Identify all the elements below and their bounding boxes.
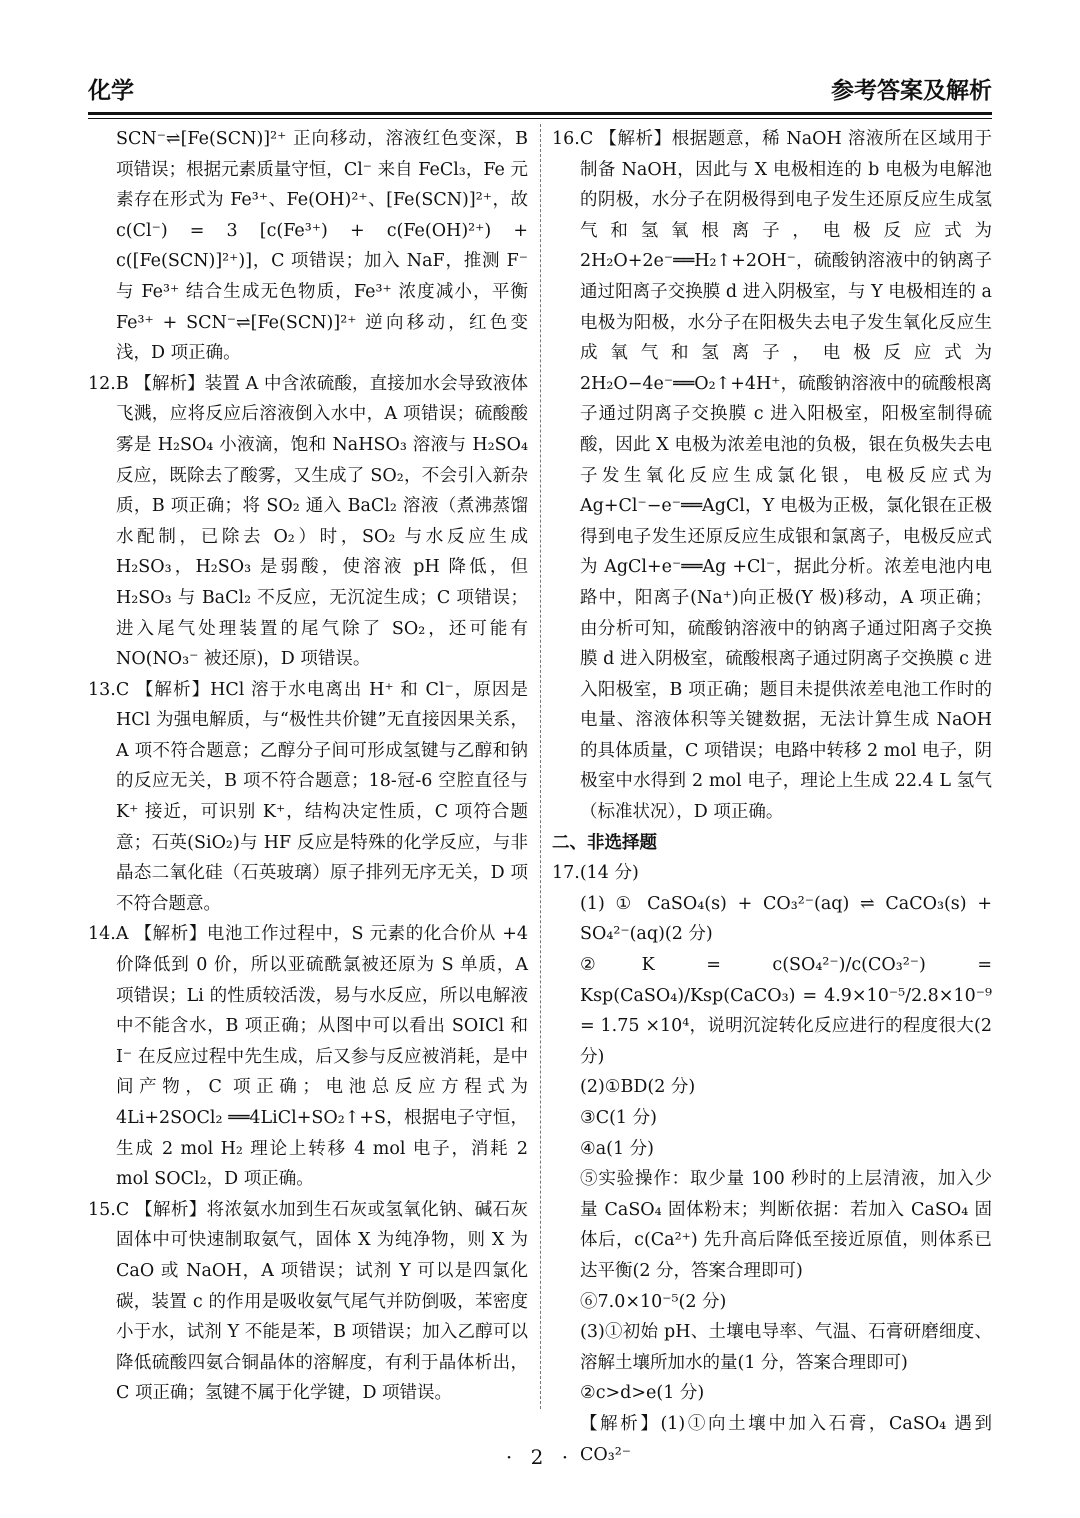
answer-17-2-6: ⑥7.0×10⁻⁵(2 分)	[580, 1291, 727, 1312]
section-heading: 二、非选择题	[552, 832, 657, 853]
doc-title: 参考答案及解析	[831, 77, 992, 104]
header-rule-thin	[88, 118, 992, 119]
answer-12: 12.B 【解析】装置 A 中含浓硫酸，直接加水会导致液体飞溅，应将反应后溶液倒入水中，A 项错误；硫酸酸雾是 H₂SO₄ 小液滴，饱和 NaHSO₃ 溶液与 H₂SO₄ 反应，既除去了酸雾，又生成了 SO₂，不会引入新杂质，B 项正确；将 SO₂ 通入 BaCl₂ 溶液（煮沸蒸馏水配制，已除去 O₂）时，SO₂ 与水反应生成 H₂SO₃，H₂SO₃ 是弱酸，使溶液 pH 降低，但 H₂SO₃ 与 BaCl₂ 不反应，无沉淀生成；C 项错误；进入尾气处理装置的尾气除了 SO₂，还可能有 NO(NO₃⁻ 被还原)，D 项错误。	[88, 373, 528, 670]
left-column	[88, 124, 528, 1409]
page-number: · 2 ·	[505, 1445, 575, 1469]
answer-17-1-1: (1) ① CaSO₄(s) + CO₃²⁻(aq) ⇌ CaCO₃(s) + SO₄²⁻(aq)(2 分)	[580, 893, 992, 945]
subject-title: 化学	[88, 77, 134, 104]
column-divider	[540, 124, 541, 1409]
question-17-heading: 17.(14 分)	[552, 863, 639, 884]
answer-14: 14.A 【解析】电池工作过程中，S 元素的化合价从 +4 价降低到 0 价，所以亚硫酰氯被还原为 S 单质，A 项错误；Li 的性质较活泼，易与水反应，所以电解液中不能含水，B 项正确；从图中可以看出 SOICl 和 I⁻ 在反应过程中先生成，后又参与反应被消耗，是中间产物，C 项正确；电池总反应方程式为 4Li+2SOCl₂ ══4LiCl+SO₂↑+S，根据电子守恒，生成 2 mol H₂ 理论上转移 4 mol 电子，消耗 2 mol SOCl₂，D 项正确。	[88, 924, 528, 1190]
answer-13: 13.C 【解析】HCl 溶于水电离出 H⁺ 和 Cl⁻，原因是 HCl 为强电解质，与“极性共价键”无直接因果关系，A 项不符合题意；乙醇分子间可形成氢键与乙醇和钠的反应无关，B 项不符合题意；18-冠-6 空腔直径与 K⁺ 接近，可识别 K⁺，结构决定性质，C 项符合题意；石英(SiO₂)与 HF 反应是特殊的化学反应，与非晶态二氧化硅（石英玻璃）原子排列无序无关，D 项不符合题意。	[88, 679, 528, 914]
analysis-17-start: 【解析】(1)①向土壤中加入石膏，CaSO₄ 遇到 CO₃²⁻	[580, 1413, 992, 1465]
answer-17-2-4: ④a(1 分)	[580, 1138, 654, 1159]
page-header	[88, 72, 992, 112]
answer-17-2-1: (2)①BD(2 分)	[580, 1077, 696, 1098]
answer-11-continued: SCN⁻⇌[Fe(SCN)]²⁺ 正向移动，溶液红色变深，B 项错误；根据元素质量守恒，Cl⁻ 来自 FeCl₃，Fe 元素存在形式为 Fe³⁺、Fe(OH)²⁺、[Fe(SCN)]²⁺，故 c(Cl⁻) = 3 [c(Fe³⁺) + c(Fe(OH)²⁺) + c([Fe(SCN)]²⁺)]，C 项错误；加入 NaF，推测 F⁻ 与 Fe³⁺ 结合生成无色物质，Fe³⁺ 浓度减小，平衡 Fe³⁺ + SCN⁻⇌[Fe(SCN)]²⁺ 逆向移动，红色变浅，D 项正确。	[116, 129, 528, 364]
answer-17-1-2: ②K = c(SO₄²⁻)/c(CO₃²⁻) = Ksp(CaSO₄)/Ksp(CaCO₃) = 4.9×10⁻⁵/2.8×10⁻⁹ = 1.75 ×10⁴，说明沉淀转化反应进行的程度很大(2 分)	[580, 955, 992, 1067]
answer-15: 15.C 【解析】将浓氨水加到生石灰或氢氧化钠、碱石灰固体中可快速制取氨气，固体 X 为纯净物，则 X 为 CaO 或 NaOH，A 项错误；试剂 Y 可以是四氯化碳，装置 c 的作用是吸收氨气尾气并防倒吸，苯密度小于水，试剂 Y 不能是苯，B 项错误；加入乙醇可以降低硫酸四氨合铜晶体的溶解度，有利于晶体析出，C 项正确；氢键不属于化学键，D 项错误。	[88, 1199, 528, 1404]
right-column	[552, 124, 993, 1465]
answer-16: 16.C 【解析】根据题意，稀 NaOH 溶液所在区域用于制备 NaOH，因此与 X 电极相连的 b 电极为电解池的阴极，水分子在阴极得到电子发生还原反应生成氢气和氢氧根离子，电极反应式为 2H₂O+2e⁻══H₂↑+2OH⁻，硫酸钠溶液中的钠离子通过阳离子交换膜 d 进入阴极室，与 Y 电极相连的 a 电极为阳极，水分子在阳极失去电子发生氧化反应生成氧气和氢离子，电极反应式为 2H₂O−4e⁻══O₂↑+4H⁺，硫酸钠溶液中的硫酸根离子通过阴离子交换膜 c 进入阳极室，阳极室制得硫酸，因此 X 电极为浓差电池的负极，银在负极失去电子发生氧化反应生成氯化银，电极反应式为 Ag+Cl⁻−e⁻══AgCl，Y 电极为正极，氯化银在正极得到电子发生还原反应生成银和氯离子，电极反应式为 AgCl+e⁻══Ag +Cl⁻，据此分析。浓差电池内电路中，阳离子(Na⁺)向正极(Y 极)移动，A 项正确；由分析可知，硫酸钠溶液中的钠离子通过阳离子交换膜 d 进入阴极室，硫酸根离子通过阴离子交换膜 c 进入阳极室，B 项正确；题目未提供浓差电池工作时的电量、溶液体积等关键数据，无法计算生成 NaOH 的具体质量，C 项错误；电路中转移 2 mol 电子，阴极室中水得到 2 mol 电子，理论上生成 22.4 L 氢气（标准状况），D 项正确。	[552, 129, 993, 823]
answer-17-2-3: ③C(1 分)	[580, 1108, 657, 1128]
answer-17-2-5: ⑤实验操作：取少量 100 秒时的上层清液，加入少量 CaSO₄ 固体粉末；判断依据：若加入 CaSO₄ 固体后，c(Ca²⁺) 先升高后降低至接近原值，则体系已达平衡(2 分，答案合理即可)	[580, 1169, 992, 1281]
answer-17-3-2: ②c>d>e(1 分)	[580, 1383, 705, 1404]
answer-17-3-1: (3)①初始 pH、土壤电导率、气温、石膏研磨细度、溶解土壤所加水的量(1 分，答案合理即可)	[580, 1322, 992, 1373]
header-rule-thick	[88, 112, 992, 115]
